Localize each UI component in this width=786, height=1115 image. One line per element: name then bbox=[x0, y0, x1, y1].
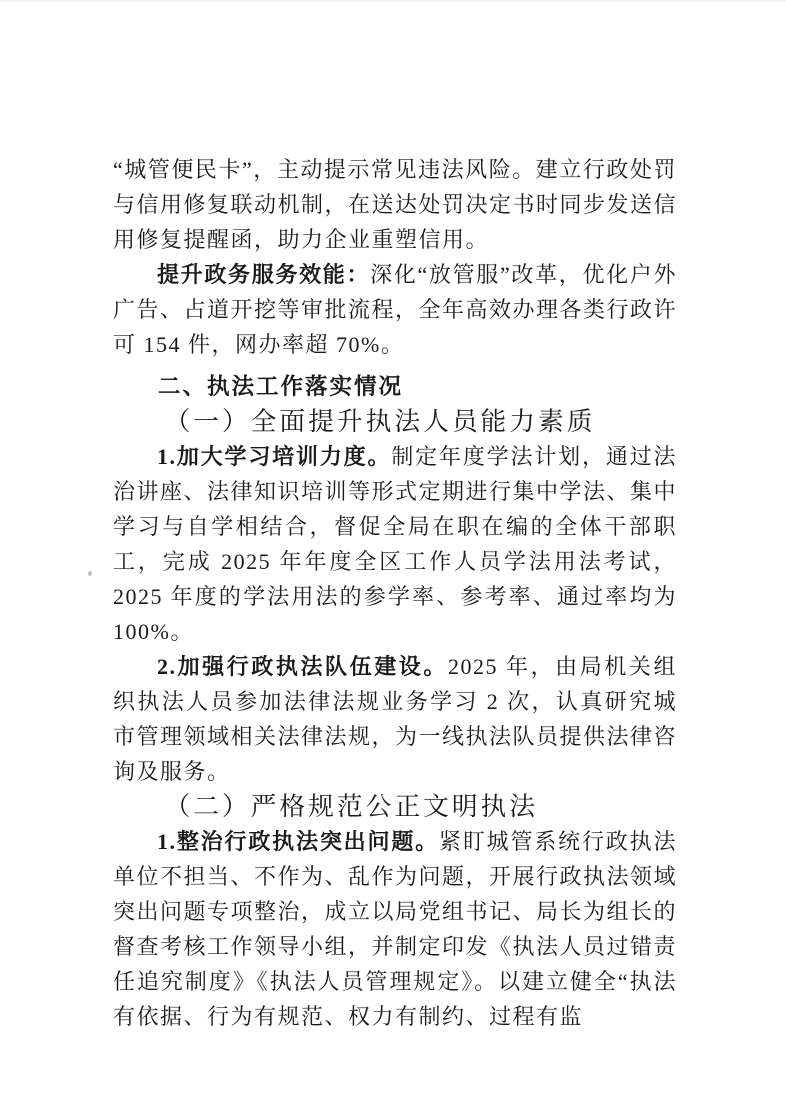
paragraph-lead: 提升政务服务效能： bbox=[157, 262, 371, 287]
paragraph-lead: 2.加强行政执法队伍建设。 bbox=[157, 654, 448, 679]
paragraph-credit-repair bbox=[113, 152, 677, 257]
scan-speck-artifact bbox=[88, 571, 92, 576]
subsection-heading-fair-enforcement: （二）严格规范公正文明执法 bbox=[164, 792, 539, 821]
paragraph-training bbox=[113, 439, 677, 649]
paragraph-lead: 1.整治行政执法突出问题。 bbox=[157, 829, 439, 854]
paragraph-team-building bbox=[113, 649, 677, 789]
subsection-heading-personnel-quality: （一）全面提升执法人员能力素质 bbox=[164, 407, 596, 436]
paragraph-text: 深化“放管服”改革，优化户外广告、占道开挖等审批流程，全年高效办理各类行政许可 154 件，网办率超 70%。 bbox=[113, 262, 678, 357]
paragraph-text: 紧盯城管系统行政执法单位不担当、不作为、乱作为问题，开展行政执法领域突出问题专项整治，成立以局党组书记、局长为组长的督查考核工作领导小组，并制定印发《执法人员过错责任追究制度》《执法人员管理规定》。以建立健全“执法有依据、行为有规范、权力有制约、过程有监 bbox=[113, 829, 678, 1029]
paragraph-text: “城管便民卡”，主动提示常见违法风险。建立行政处罚与信用修复联动机制，在送达处罚决定书时同步发送信用修复提醒函，助力企业重塑信用。 bbox=[113, 157, 678, 252]
paragraph-text: 制定年度学法计划，通过法治讲座、法律知识培训等形式定期进行集中学法、集中学习与自学相结合，督促全局在职在编的全体干部职工，完成 2025 年年度全区工作人员学法用法考试，2025 年度的学法用法的参学率、参考率、通过率均为 100%。 bbox=[113, 444, 678, 644]
paragraph-lead: 1.加大学习培训力度。 bbox=[157, 444, 392, 469]
paragraph-service-efficiency bbox=[113, 257, 677, 362]
paragraph-rectify-problems bbox=[113, 824, 677, 1034]
paragraph-text: 2025 年，由局机关组织执法人员参加法律法规业务学习 2 次，认真研究城市管理领域相关法律法规，为一线执法队员提供法律咨询及服务。 bbox=[113, 654, 678, 784]
section-heading-enforcement-work: 二、执法工作落实情况 bbox=[158, 374, 404, 399]
document-page bbox=[113, 152, 677, 1034]
scan-top-edge-artifact bbox=[0, 0, 786, 2]
